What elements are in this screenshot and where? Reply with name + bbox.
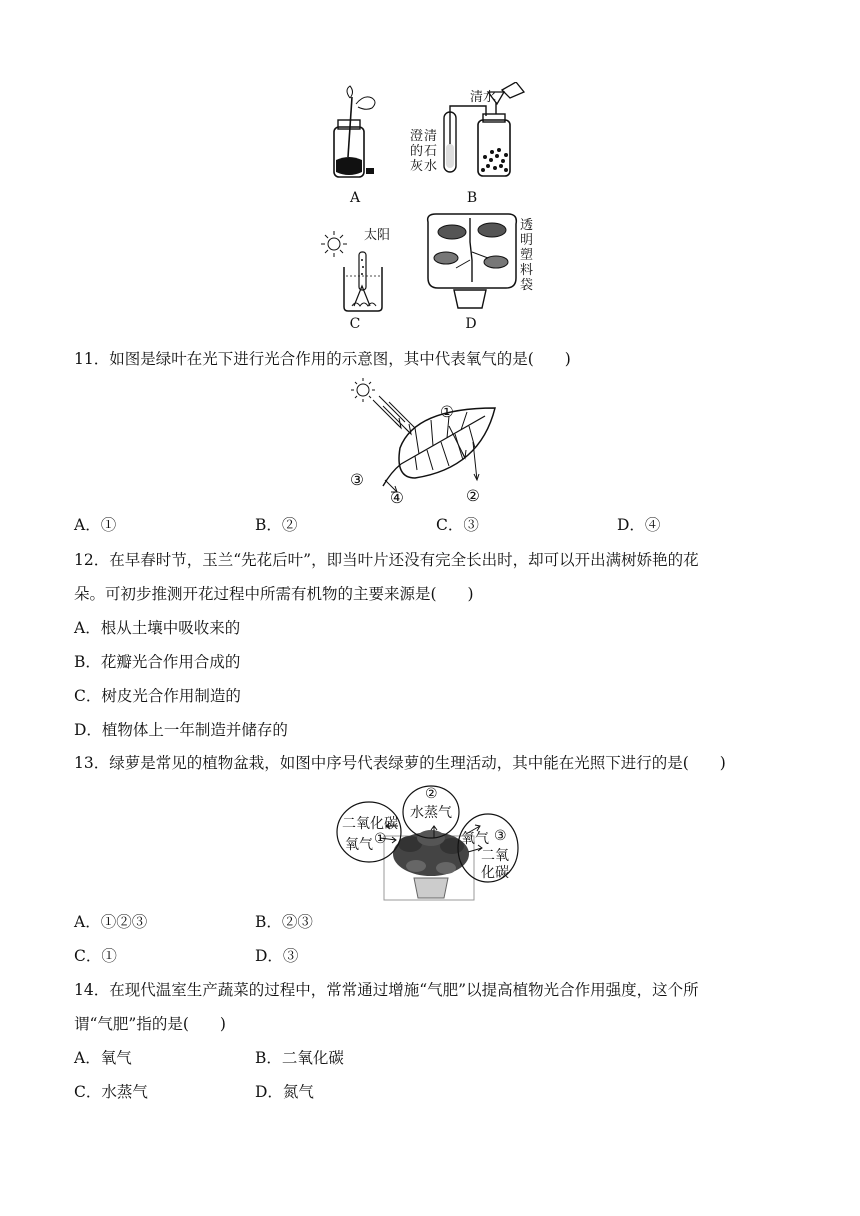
- q12-stem-line2: 朵。可初步推测开花过程中所需有机物的主要来源是( ): [74, 585, 474, 603]
- label-bag-char: 透: [520, 218, 534, 233]
- label-limewater-char: 灰: [410, 159, 424, 174]
- q11-option-c[interactable]: C．③: [436, 516, 479, 534]
- q11-option-d[interactable]: D．④: [617, 516, 661, 534]
- label-bag-char: 料: [520, 263, 534, 278]
- label-sun: 太阳: [364, 228, 391, 243]
- q13-label-o2-left: 氧气: [345, 837, 373, 853]
- q11-option-a[interactable]: A．①: [74, 516, 117, 534]
- q13-stem: 13．绿萝是常见的植物盆栽，如图中序号代表绿萝的生理活动，其中能在光照下进行的是( ): [74, 754, 726, 772]
- q12-option-b[interactable]: B．花瓣光合作用合成的: [74, 653, 241, 671]
- label-limewater-char: 清: [424, 129, 438, 144]
- figure-leaf-photosynthesis: [345, 378, 515, 508]
- label-clear-water: 清水: [470, 90, 497, 105]
- label-limewater-char: 的: [410, 144, 424, 159]
- label-bag-char: 塑: [520, 248, 534, 263]
- figure-apparatus: [320, 82, 550, 342]
- q13-label-co2-left: 二氧化碳: [342, 816, 398, 832]
- label-transparent-bag: [520, 218, 533, 293]
- q13-option-b[interactable]: B．②③: [255, 913, 313, 931]
- apparatus-c-label: C: [349, 316, 361, 332]
- q12-stem-line1: 12．在早春时节，玉兰“先花后叶”，即当叶片还没有完全长出时，却可以开出满树娇艳的花: [74, 551, 699, 569]
- q12-option-d[interactable]: D．植物体上一年制造并储存的: [74, 721, 288, 739]
- apparatus-d-label: D: [465, 316, 477, 332]
- q14-option-b[interactable]: B．二氧化碳: [255, 1049, 344, 1067]
- q14-option-a[interactable]: A．氧气: [74, 1049, 132, 1067]
- q14-stem-line2: 谓“气肥”指的是( ): [74, 1015, 226, 1033]
- sun-icon: [351, 378, 375, 402]
- light-arrows-icon: [373, 396, 415, 434]
- q13-label-co2-right-line1: 二氧: [481, 848, 509, 864]
- potted-plant-icon: [393, 830, 469, 898]
- q11-marker-2: ②: [466, 487, 480, 505]
- apparatus-d-bagged-plant-icon: [428, 214, 517, 308]
- q13-label-co2-right-line2: 化碳: [481, 865, 509, 881]
- q13-marker-2: ②: [425, 786, 438, 802]
- q13-option-a[interactable]: A．①②③: [74, 913, 148, 931]
- q11-marker-4: ④: [390, 489, 404, 507]
- q11-option-b[interactable]: B．②: [255, 516, 298, 534]
- q12-option-c[interactable]: C．树皮光合作用制造的: [74, 687, 241, 705]
- label-limewater-char: 石: [424, 144, 438, 159]
- apparatus-b-label: B: [466, 190, 478, 206]
- q14-option-c[interactable]: C．水蒸气: [74, 1083, 148, 1101]
- label-bag-char: 袋: [520, 278, 534, 293]
- apparatus-a-jar-icon: [334, 86, 375, 177]
- label-bag-char: 明: [520, 233, 534, 248]
- q13-label-o2-right: 氧气: [461, 831, 489, 847]
- q13-option-c[interactable]: C．①: [74, 947, 117, 965]
- q11-stem: 11．如图是绿叶在光下进行光合作用的示意图，其中代表氧气的是( ): [74, 350, 571, 368]
- q13-label-water-vapor: 水蒸气: [410, 805, 452, 821]
- apparatus-c-beaker-icon: [321, 231, 382, 311]
- q11-marker-3: ③: [350, 471, 364, 489]
- label-limewater-char: 水: [424, 159, 438, 174]
- q12-option-a[interactable]: A．根从土壤中吸收来的: [74, 619, 241, 637]
- label-limewater: [410, 129, 437, 174]
- q13-marker-1: ①: [374, 831, 387, 847]
- label-limewater-char: 澄: [410, 129, 424, 144]
- q14-stem-line1: 14．在现代温室生产蔬菜的过程中，常常通过增施“气肥”以提高植物光合作用强度，这个所: [74, 981, 699, 999]
- q14-option-d[interactable]: D．氮气: [255, 1083, 314, 1101]
- q11-marker-1: ①: [440, 403, 454, 421]
- q13-marker-3: ③: [494, 828, 507, 844]
- apparatus-a-label: A: [349, 190, 361, 206]
- q13-option-d[interactable]: D．③: [255, 947, 299, 965]
